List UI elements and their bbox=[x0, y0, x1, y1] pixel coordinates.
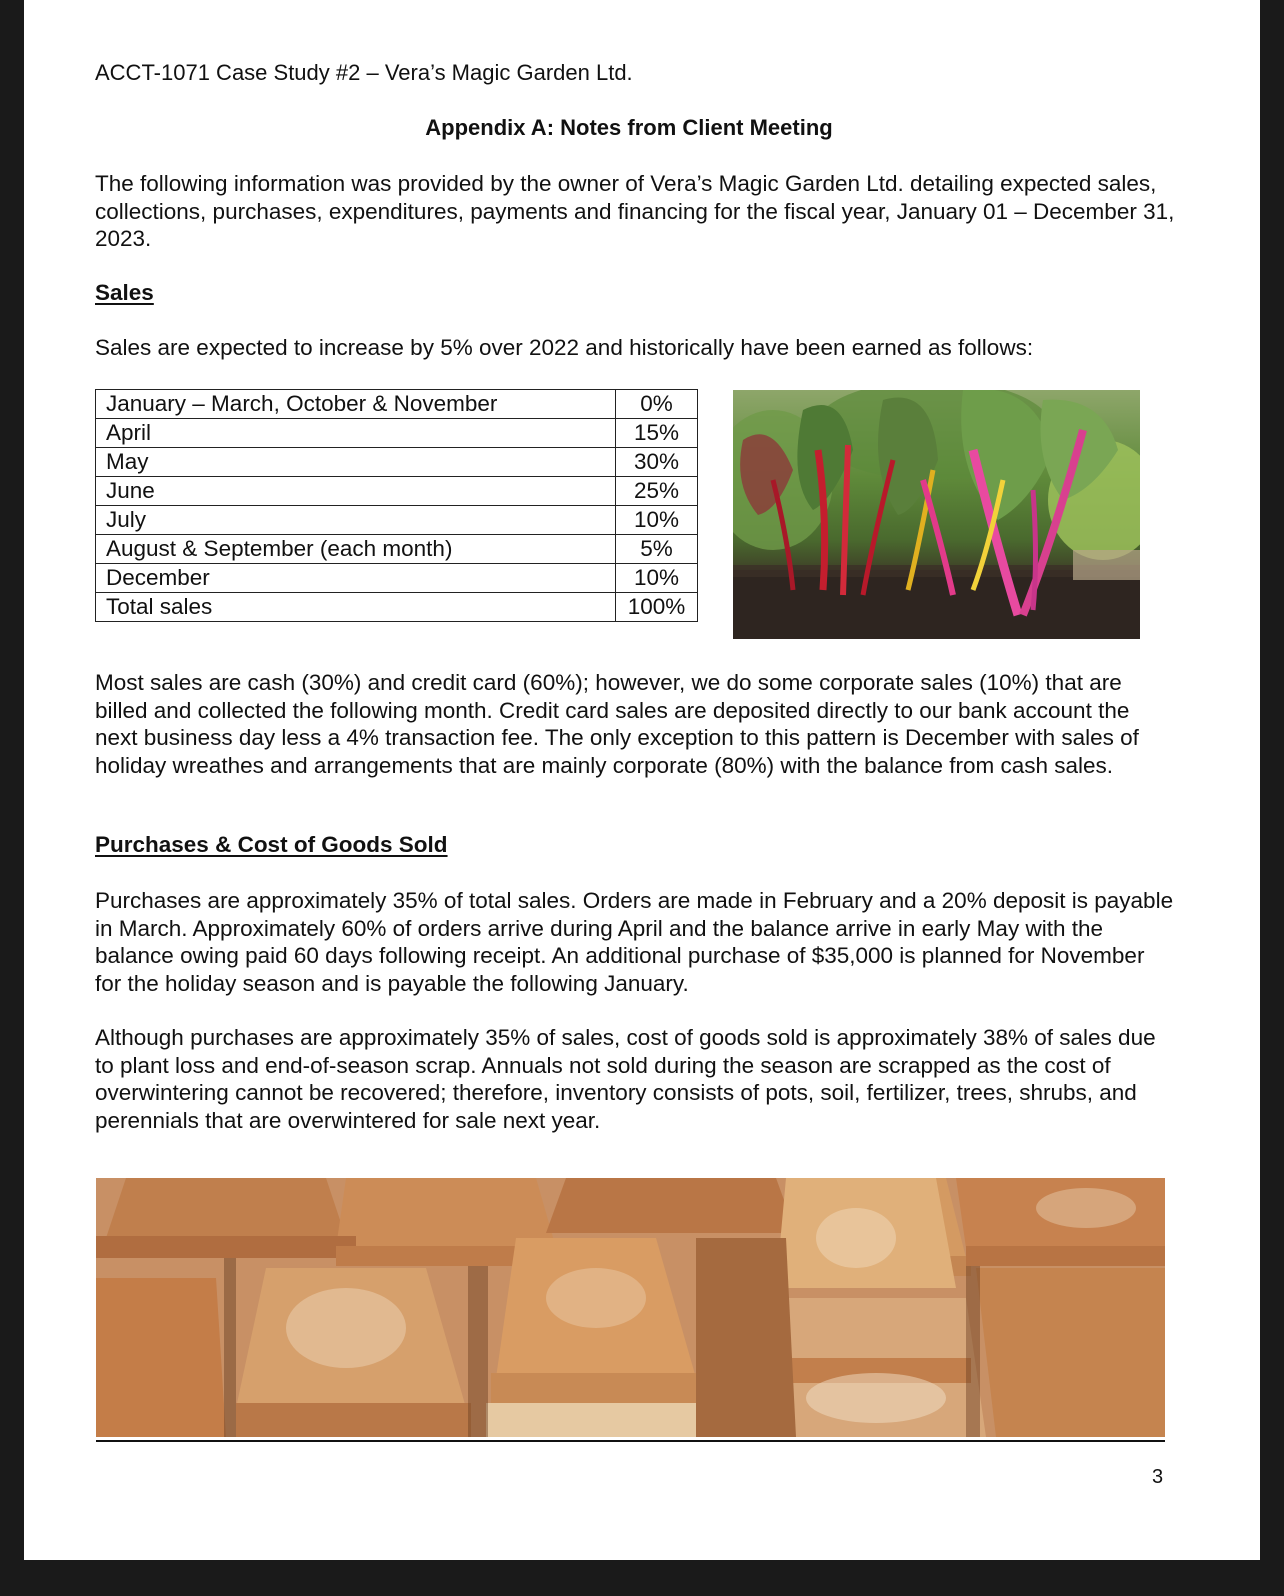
swiss-chard-photo bbox=[733, 390, 1140, 639]
page-number: 3 bbox=[1152, 1466, 1164, 1488]
table-cell-period: June bbox=[96, 477, 616, 506]
sales-distribution-table bbox=[95, 389, 698, 622]
document-header: ACCT-1071 Case Study #2 – Vera’s Magic Garden Ltd. bbox=[95, 60, 633, 85]
table-row bbox=[96, 564, 698, 593]
table-row bbox=[96, 448, 698, 477]
sales-heading: Sales bbox=[95, 280, 154, 305]
table-cell-percent: 10% bbox=[616, 506, 698, 535]
appendix-title: Appendix A: Notes from Client Meeting bbox=[425, 115, 833, 140]
table-row bbox=[96, 535, 698, 564]
sales-lead-paragraph: Sales are expected to increase by 5% over 2022 and historically have been earned as follows: bbox=[95, 335, 1034, 360]
swiss-chard-illustration bbox=[733, 390, 1140, 639]
clay-pots-illustration bbox=[96, 1178, 1165, 1437]
table-cell-percent: 5% bbox=[616, 535, 698, 564]
table-cell-percent: 100% bbox=[616, 593, 698, 622]
table-cell-period: January – March, October & November bbox=[96, 390, 616, 419]
table-row bbox=[96, 477, 698, 506]
table-row bbox=[96, 506, 698, 535]
table-cell-percent: 25% bbox=[616, 477, 698, 506]
table-cell-percent: 30% bbox=[616, 448, 698, 477]
table-cell-period: Total sales bbox=[96, 593, 616, 622]
clay-pots-photo bbox=[96, 1178, 1165, 1437]
cogs-paragraph: Although purchases are approximately 35% of sales, cost of goods sold is approximately 38% of sales due to plant loss and end-of-season scrap. Annuals not sold during the season are scrapped as the cost of overwintering cannot be recovered; therefore, inventory consists of pots, soil, fertilizer, trees, shrubs, and perennials that are overwintered for sale next year. bbox=[95, 1025, 1156, 1133]
document-page bbox=[24, 0, 1260, 1560]
table-cell-percent: 15% bbox=[616, 419, 698, 448]
table-row bbox=[96, 390, 698, 419]
purchases-heading: Purchases & Cost of Goods Sold bbox=[95, 832, 448, 857]
table-cell-percent: 0% bbox=[616, 390, 698, 419]
table-cell-period: April bbox=[96, 419, 616, 448]
table-row bbox=[96, 593, 698, 622]
collections-paragraph: Most sales are cash (30%) and credit card (60%); however, we do some corporate sales (10%) that are billed and collected the following month. Credit card sales are deposited directly to our bank account the next business day less a 4% transaction fee. The only exception to this pattern is December with sales of holiday wreathes and arrangements that are mainly corporate (80%) with the balance from cash sales. bbox=[95, 670, 1139, 778]
table-cell-period: December bbox=[96, 564, 616, 593]
footer-rule bbox=[96, 1440, 1165, 1442]
table-cell-period: May bbox=[96, 448, 616, 477]
table-cell-period: July bbox=[96, 506, 616, 535]
table-cell-percent: 10% bbox=[616, 564, 698, 593]
table-cell-period: August & September (each month) bbox=[96, 535, 616, 564]
table-row bbox=[96, 419, 698, 448]
intro-paragraph: The following information was provided by the owner of Vera’s Magic Garden Ltd. detailing expected sales, collections, purchases, expenditures, payments and financing for the fiscal year, January 01 – December 31, 2023. bbox=[95, 171, 1175, 251]
purchases-paragraph: Purchases are approximately 35% of total sales. Orders are made in February and a 20% deposit is payable in March. Approximately 60% of orders arrive during April and the balance arrive in early May with the balance owing paid 60 days following receipt. An additional purchase of $35,000 is planned for November for the holiday season and is payable the following January. bbox=[95, 888, 1174, 996]
